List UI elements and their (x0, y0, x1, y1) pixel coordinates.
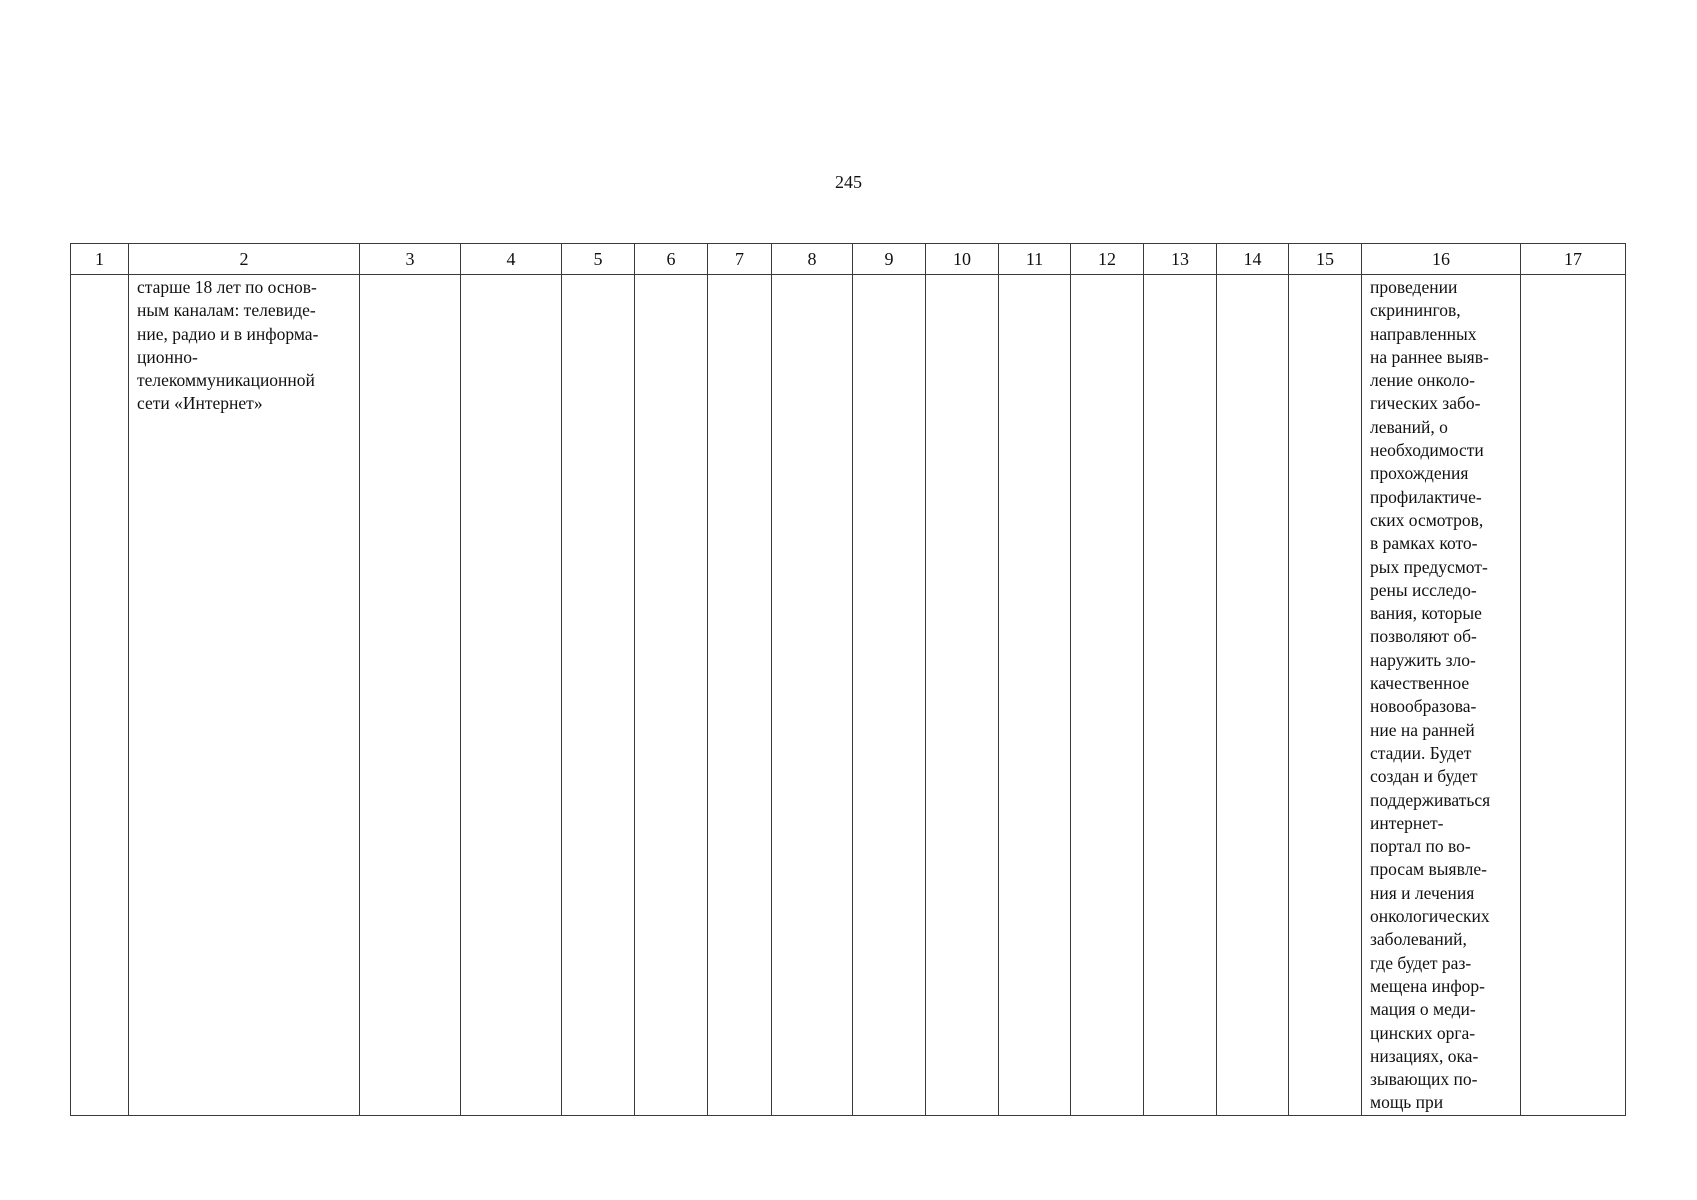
column-header: 5 (562, 244, 635, 275)
cell-text (635, 275, 707, 276)
cell-text (461, 275, 561, 276)
table-cell (1521, 275, 1626, 1116)
cell-text (1071, 275, 1143, 276)
page-number: 245 (835, 172, 862, 192)
cell-text (708, 275, 771, 276)
table-cell (708, 275, 772, 1116)
column-number-row (71, 244, 1626, 275)
cell-text (772, 275, 852, 276)
cell-text (999, 275, 1070, 276)
column-header: 6 (635, 244, 708, 275)
cell-text (1521, 275, 1625, 276)
cell-text (1144, 275, 1216, 276)
table-cell (926, 275, 999, 1116)
cell-text (1289, 275, 1361, 276)
table-cell (1217, 275, 1289, 1116)
column-header: 3 (360, 244, 461, 275)
cell-text (853, 275, 925, 276)
column-header: 4 (461, 244, 562, 275)
cell-text (360, 275, 460, 276)
column-header: 12 (1071, 244, 1144, 275)
column-header: 17 (1521, 244, 1626, 275)
cell-text (71, 275, 128, 276)
column-header: 9 (853, 244, 926, 275)
column-header: 7 (708, 244, 772, 275)
cell-text (926, 275, 998, 276)
table-cell (129, 275, 360, 1116)
table-cell (360, 275, 461, 1116)
table-cell (1362, 275, 1521, 1116)
table-cell (1071, 275, 1144, 1116)
document-table (70, 243, 1626, 1116)
column-header: 11 (999, 244, 1071, 275)
column-header: 2 (129, 244, 360, 275)
column-header: 1 (71, 244, 129, 275)
table-cell (635, 275, 708, 1116)
column-header: 13 (1144, 244, 1217, 275)
table-cell (71, 275, 129, 1116)
column-header: 15 (1289, 244, 1362, 275)
table-cell (461, 275, 562, 1116)
cell-text: старше 18 лет по основ- ным каналам: телевиде- ние, радио и в информа- ционно- телекоммуникационной сети «Интернет» (137, 277, 319, 414)
column-header: 10 (926, 244, 999, 275)
table-cell (1144, 275, 1217, 1116)
table-cell (772, 275, 853, 1116)
table-cell (853, 275, 926, 1116)
table-cell (1289, 275, 1362, 1116)
table-row (71, 275, 1626, 1116)
cell-text: проведении скринингов, направленных на раннее выяв- ление онколо- гических забо- леваний, о необходимости прохождения профилактиче- ских осмотров, в рамках кото- рых предусмот- рены исследо- вания, которые позволяют об- наружить зло- качественное новообразова- ние на ранней стадии. Будет создан и будет поддерживаться интернет- портал по во- просам выявле- ния и лечения онкологических заболеваний, где будет раз- мещена инфор- мация о меди- цинских орга- низациях, ока- зывающих по- мощь при (1370, 277, 1491, 1113)
table-cell (999, 275, 1071, 1116)
column-header: 8 (772, 244, 853, 275)
column-header: 16 (1362, 244, 1521, 275)
cell-text (562, 275, 634, 276)
column-header: 14 (1217, 244, 1289, 275)
cell-text (1217, 275, 1288, 276)
table-cell (562, 275, 635, 1116)
